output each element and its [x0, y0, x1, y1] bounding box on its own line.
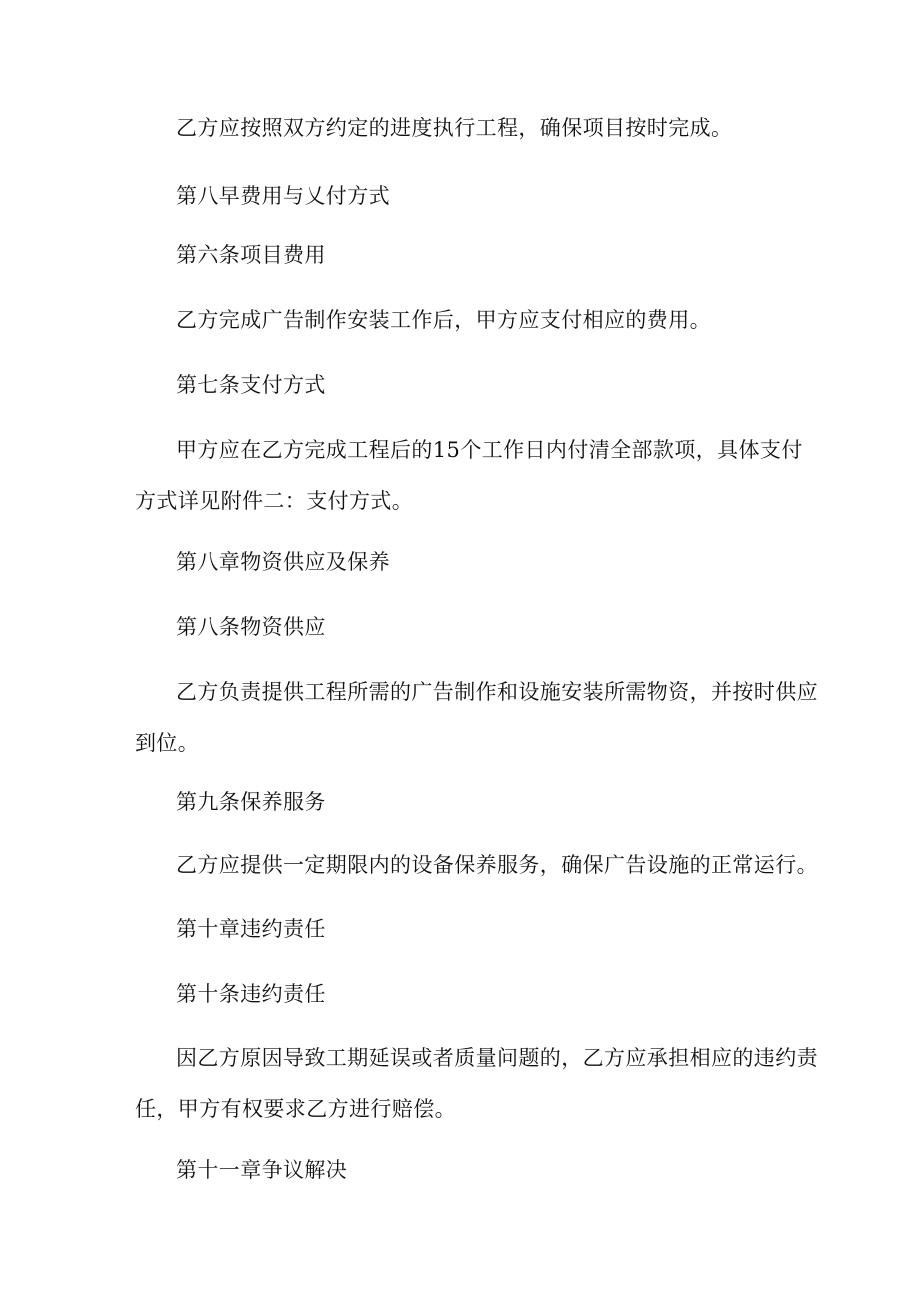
paragraph-liability-line-1: 因乙方原因导致工期延误或者质量问题的，乙方应承担相应的违约责	[176, 1046, 818, 1070]
chapter-heading-fees-payment: 第八早费用与乂付方式	[176, 184, 390, 208]
chapter-heading-10: 第十章违约责任	[176, 917, 326, 941]
chapter-heading-11: 第十一章争议解决	[176, 1158, 348, 1182]
paragraph-materials-line-2: 到位。	[135, 731, 200, 755]
paragraph-payment-method-line-1: 甲方应在乙方完成工程后的15个工作日内付清全部款项，具体支付	[176, 438, 803, 462]
paragraph-payment-method-line-2: 方式详见附件二：支付方式。	[135, 489, 414, 513]
article-heading-10: 第十条违约责任	[176, 982, 326, 1006]
chapter-heading-8: 第八章物资供应及保养	[176, 550, 390, 574]
article-heading-9: 第九条保养服务	[176, 790, 326, 814]
paragraph-progress-clause: 乙方应按照双方约定的进度执行工程，确保项目按时完成。	[176, 116, 733, 140]
paragraph-materials-line-1: 乙方负责提供工程所需的广告制作和设施安装所需物资，并按时供应	[176, 680, 818, 704]
article-heading-8: 第八条物资供应	[176, 615, 326, 639]
paragraph-maintenance: 乙方应提供一定期限内的设备保养服务，确保广告设施的正常运行。	[176, 853, 818, 877]
article-heading-7: 第七条支付方式	[176, 373, 326, 397]
paragraph-liability-line-2: 任，甲方有权要求乙方进行赔偿。	[135, 1097, 456, 1121]
paragraph-project-fees: 乙方完成广告制作安装工作后，甲方应支付相应的费用。	[176, 308, 711, 332]
article-heading-6: 第六条项目费用	[176, 243, 326, 267]
